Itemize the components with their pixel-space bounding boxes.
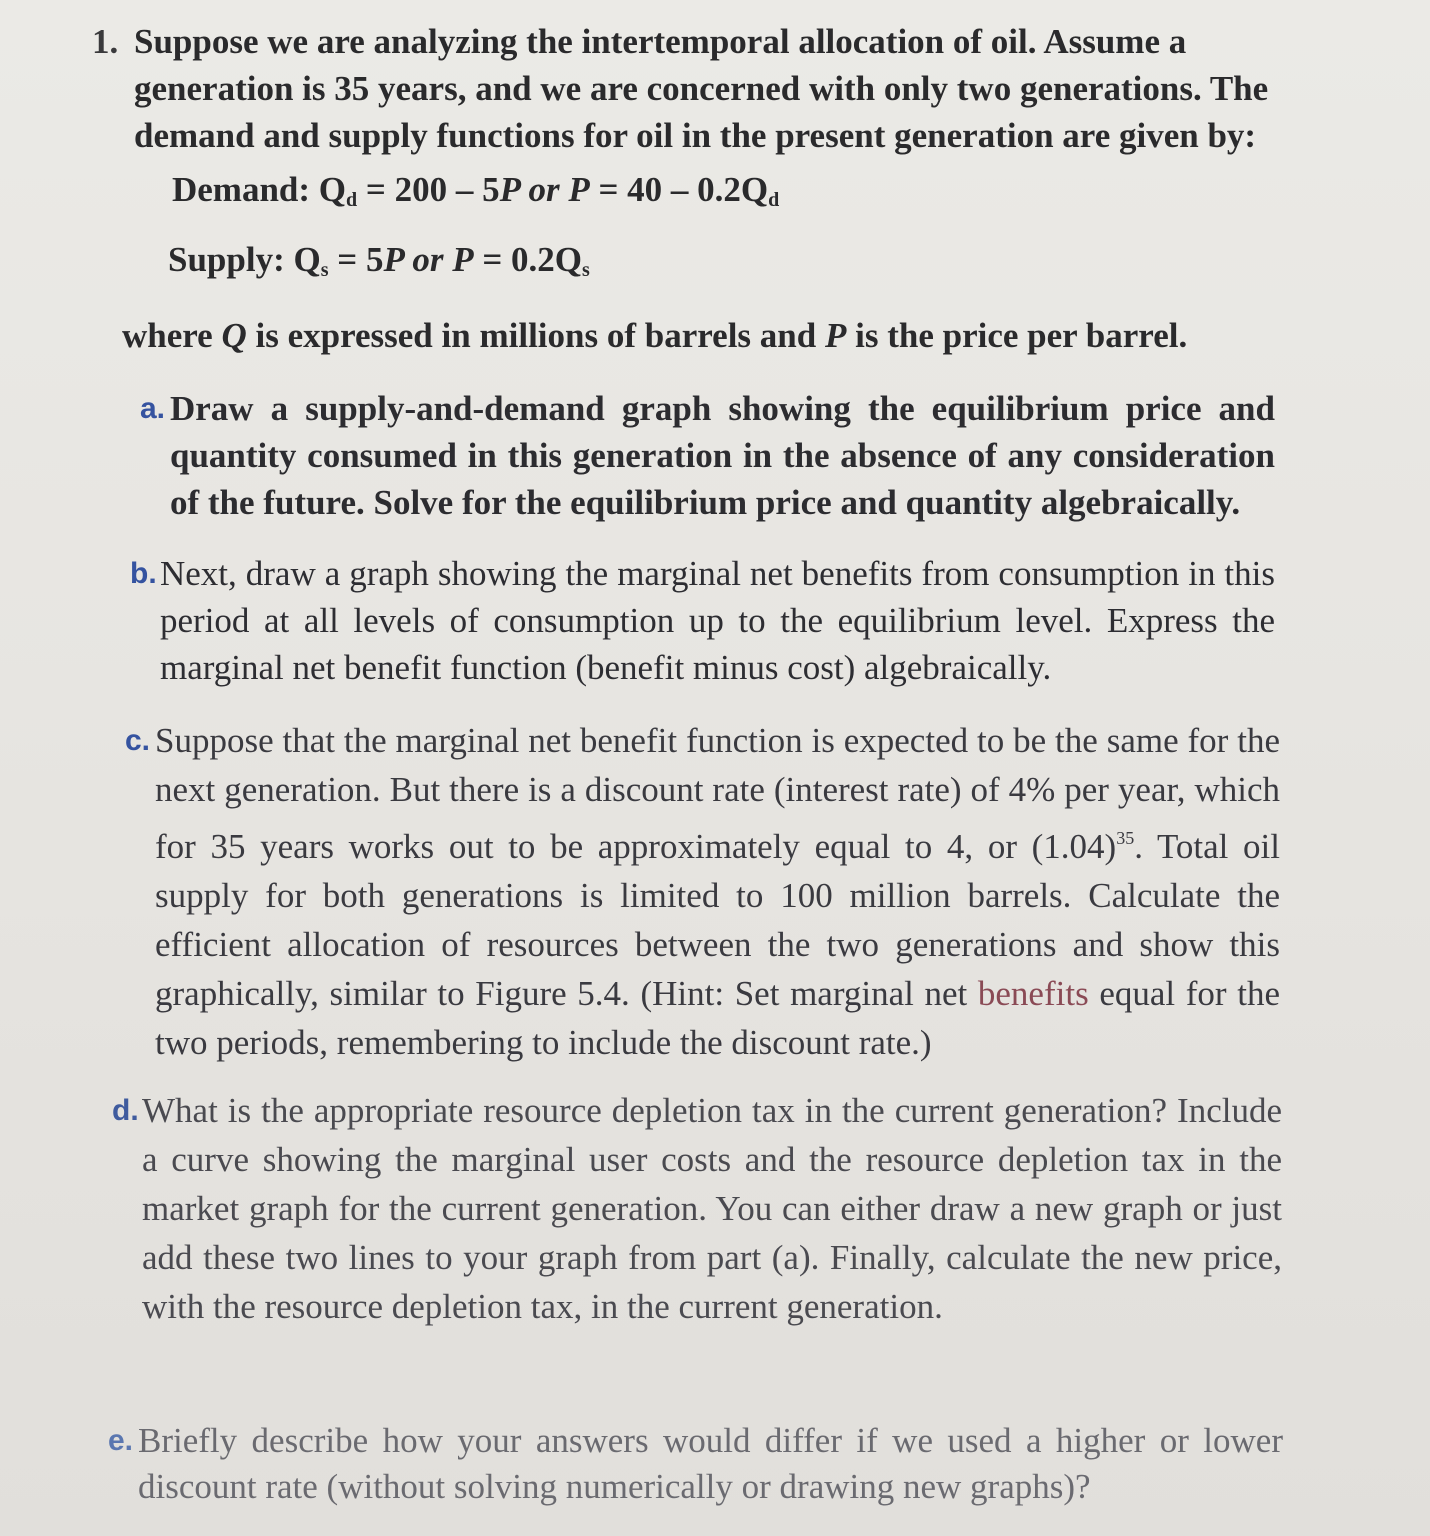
supply-eq-part2: = 0.2Q: [473, 240, 582, 279]
part-e-label: e.: [108, 1424, 134, 1457]
part-a-text: Draw a supply-and-demand graph showing the equilibrium price and quantity consumed in this generation in the absence of any consideration of the future. Solve for the equilibrium price and quantity algebraically.: [170, 389, 1275, 522]
where-q-var: Q: [221, 316, 247, 355]
part-c-highlight: benefits: [977, 974, 1089, 1013]
demand-label: Demand: Q: [172, 170, 347, 209]
supply-price-var-2: P: [452, 240, 474, 279]
part-b: [130, 550, 1275, 691]
where-post: is the price per barrel.: [846, 316, 1188, 355]
demand-equation: [172, 170, 779, 212]
supply-price-var-1: P: [383, 240, 404, 279]
demand-price-var-1: P: [499, 170, 520, 209]
supply-subscript-2: s: [582, 259, 590, 281]
supply-subscript: s: [320, 259, 329, 281]
where-mid: is expressed in millions of barrels and: [246, 316, 825, 355]
part-c: [125, 716, 1280, 1067]
demand-eq-part1: = 200 – 5: [357, 170, 500, 209]
part-a: [140, 385, 1275, 526]
part-c-exponent: 35: [1116, 828, 1135, 848]
part-b-label: b.: [130, 557, 157, 590]
part-b-text: Next, draw a graph showing the marginal net benefits from consumption in this period at all levels of consumption up to the equilibrium level. Express the marginal net benefit function (benefit minus cost) algebraically.: [160, 554, 1275, 687]
question-intro: [92, 18, 1292, 159]
part-c-label: c.: [125, 724, 151, 757]
part-c-text-3: equal for the two periods, remembering to include the discount rate.): [155, 974, 1280, 1062]
supply-label: Supply: Q: [168, 240, 321, 279]
demand-subscript: d: [346, 189, 358, 211]
where-pre: where: [122, 316, 222, 355]
part-c-text-1: Suppose that the marginal net benefit function is expected to be the same for the next generation. But there is a discount rate (interest rate) of 4% per year, which for 35 years works out to be approximately equal to 4, or (1.04): [155, 721, 1280, 866]
part-d-text: What is the appropriate resource depletion tax in the current generation? Include a curve showing the marginal user costs and the resource depletion tax in the market graph for the current generation. You can either draw a new graph or just add these two lines to your graph from part (a). Finally, calculate the new price, with the resource depletion tax, in the current generation.: [142, 1091, 1282, 1326]
supply-or: or: [403, 240, 453, 279]
demand-price-var-2: P: [568, 170, 590, 209]
supply-eq-part1: = 5: [328, 240, 384, 279]
question-number: 1.: [92, 22, 119, 61]
demand-eq-part2: = 40 – 0.2Q: [589, 170, 769, 209]
part-c-text: [155, 716, 1280, 1067]
part-e: [108, 1418, 1283, 1510]
part-d: [112, 1086, 1282, 1331]
part-d-label: d.: [112, 1094, 139, 1127]
part-c-text-2: . Total oil supply for both generations is limited to 100 million barrels. Calculate the efficient allocation of resources between the two generations and show this graphically, similar to Figure 5.4. (Hint: Set marginal net: [155, 827, 1280, 1013]
demand-subscript-2: d: [768, 189, 780, 211]
where-p-var: P: [824, 316, 847, 355]
question-intro-text: Suppose we are analyzing the intertemporal allocation of oil. Assume a generation is 35 years, and we are concerned with only two generations. The demand and supply functions for oil in the present generation are given by:: [134, 22, 1269, 155]
demand-or: or: [519, 170, 569, 209]
part-e-text: Briefly describe how your answers would differ if we used a higher or lower discount rate (without solving numerically or drawing new graphs)?: [138, 1421, 1283, 1506]
part-a-label: a.: [140, 392, 166, 425]
supply-equation: [168, 240, 590, 282]
variable-definition: [122, 312, 1187, 359]
